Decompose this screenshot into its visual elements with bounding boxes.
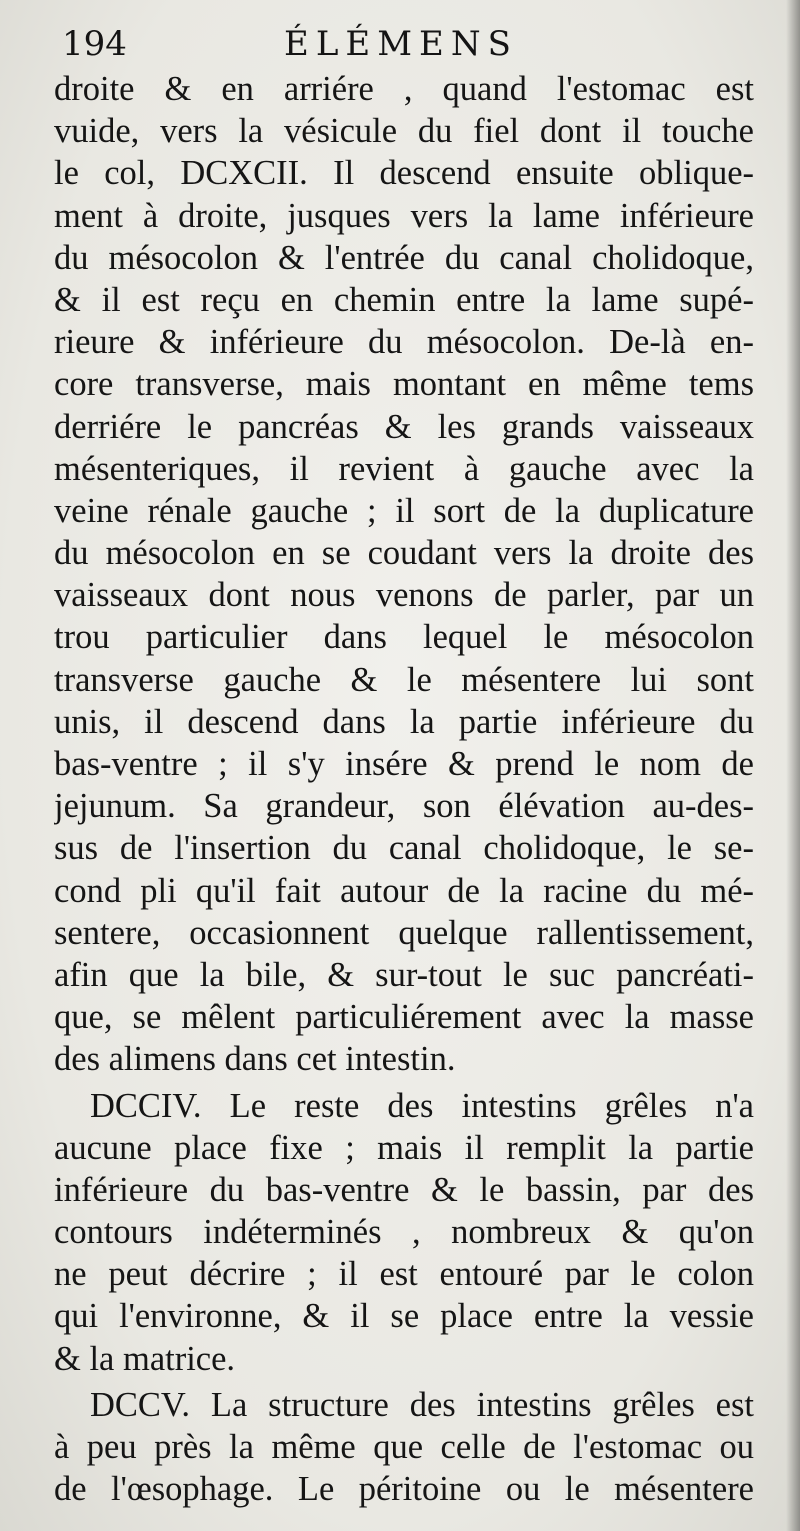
text-line: sentere, occasionnent quelque rallentissement, <box>54 913 754 952</box>
paragraph-start-line: DCCIV. Le reste des intestins grêles n'a <box>90 1086 754 1125</box>
text-line: jejunum. Sa grandeur, son élévation au-des- <box>54 787 754 826</box>
text-line: vaisseaux dont nous venons de parler, par un <box>54 576 754 615</box>
paragraph-end-line: des alimens dans cet intestin. <box>54 1040 456 1079</box>
text-line: de l'œsophage. Le péritoine ou le mésentere <box>54 1470 754 1509</box>
paragraph-start-line: DCCV. La structure des intestins grêles est <box>90 1385 754 1424</box>
page-header <box>0 10 800 70</box>
text-line: core transverse, mais montant en même tems <box>54 365 754 404</box>
body-text <box>54 68 754 1510</box>
text-line: veine rénale gauche ; il sort de la duplicature <box>54 491 754 530</box>
text-line: bas-ventre ; il s'y insére & prend le nom de <box>54 745 754 783</box>
running-title: ÉLÉMENS <box>284 24 518 64</box>
text-line: trou particulier dans lequel le mésocolon <box>54 618 754 657</box>
text-line: du mésocolon en se coudant vers la droite des <box>54 534 754 573</box>
text-line: contours indéterminés , nombreux & qu'on <box>54 1213 754 1252</box>
text-line: mésenteriques, il revient à gauche avec la <box>54 449 754 488</box>
page-edge-shadow <box>786 0 800 1531</box>
text-line: inférieure du bas-ventre & le bassin, par des <box>54 1170 754 1209</box>
text-line: vuide, vers la vésicule du fiel dont il touche <box>54 112 754 151</box>
page-number: 194 <box>62 24 127 64</box>
text-line: & il est reçu en chemin entre la lame supé- <box>54 280 754 319</box>
text-line: droite & en arriére , quand l'estomac est <box>54 70 754 108</box>
text-line: sus de l'insertion du canal cholidoque, le se- <box>54 829 754 868</box>
text-line: ne peut décrire ; il est entouré par le colon <box>54 1255 754 1294</box>
text-line: que, se mêlent particuliérement avec la masse <box>54 998 754 1037</box>
text-line: cond pli qu'il fait autour de la racine du mé- <box>54 871 754 910</box>
text-line: à peu près la même que celle de l'estomac ou <box>54 1428 754 1466</box>
text-line: unis, il descend dans la partie inférieure du <box>54 702 754 741</box>
text-line: transverse gauche & le mésentere lui sont <box>54 660 754 699</box>
text-line: du mésocolon & l'entrée du canal cholidoque, <box>54 238 754 277</box>
text-line: ment à droite, jusques vers la lame inférieure <box>54 196 754 235</box>
paragraph-end-line: & la matrice. <box>54 1339 236 1378</box>
text-line: le col, DCXCII. Il descend ensuite oblique- <box>54 154 754 193</box>
text-line: afin que la bile, & sur-tout le suc pancréati- <box>54 955 754 994</box>
text-line: qui l'environne, & il se place entre la vessie <box>54 1297 754 1336</box>
text-line: rieure & inférieure du mésocolon. De-là en- <box>54 323 754 362</box>
text-line: derriére le pancréas & les grands vaisseaux <box>54 407 754 446</box>
text-line: aucune place fixe ; mais il remplit la partie <box>54 1128 754 1167</box>
